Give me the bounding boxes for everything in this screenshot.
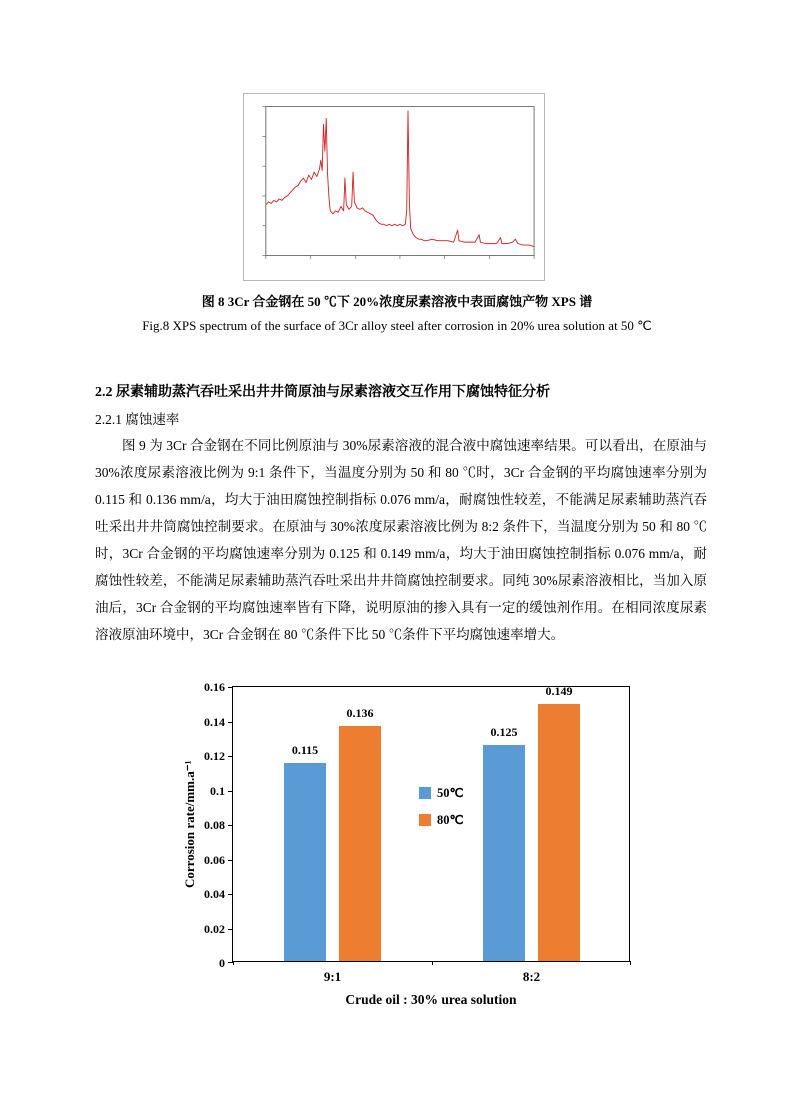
bar-data-label: 0.115 xyxy=(291,742,319,757)
bar-series1-cat1 xyxy=(538,704,580,961)
x-axis-category-label: 9:1 xyxy=(323,969,342,984)
bar-series0-cat0 xyxy=(284,763,326,961)
x-axis-title: Crude oil : 30% urea solution xyxy=(345,992,517,1007)
y-axis-tick xyxy=(228,860,233,861)
x-axis-tick xyxy=(630,961,631,965)
bar-chart-plot-area xyxy=(204,680,630,984)
bar-data-label: 0.125 xyxy=(490,725,518,740)
legend-item-0 xyxy=(419,785,464,801)
y-axis-tick-label: 0.16 xyxy=(204,680,225,694)
y-axis-tick-label: 0.1 xyxy=(210,783,225,798)
section-heading-2-2: 2.2 尿素辅助蒸汽吞吐采出井井筒原油与尿素溶液交互作用下腐蚀特征分析 xyxy=(95,385,550,400)
y-axis-tick xyxy=(228,722,233,723)
subsection-heading-2-2-1: 2.2.1 腐蚀速率 xyxy=(95,412,180,427)
bar-data-label: 0.149 xyxy=(545,684,573,698)
y-axis-tick xyxy=(228,929,233,930)
figure8-caption-en: Fig.8 XPS spectrum of the surface of 3Cr alloy steel after corrosion in 20% urea solution at 50 ℃ xyxy=(142,318,652,333)
y-axis-tick xyxy=(228,894,233,895)
y-axis-tick-label: 0 xyxy=(219,956,225,970)
figure9-bar-chart xyxy=(170,680,670,1012)
bar-series0-cat1 xyxy=(483,745,525,961)
y-axis-tick-label: 0.04 xyxy=(204,887,225,901)
x-axis-tick xyxy=(233,961,234,965)
figure8-xps-spectrum xyxy=(243,93,545,281)
y-axis-tick-label: 0.02 xyxy=(204,921,225,936)
y-axis-tick xyxy=(228,756,233,757)
y-axis-tick xyxy=(228,687,233,688)
chart-legend xyxy=(419,785,464,839)
y-axis-tick-label: 0.08 xyxy=(204,818,225,832)
xps-spectrum-trace xyxy=(266,111,534,247)
legend-item-1 xyxy=(419,812,464,828)
legend-label-0: 50℃ xyxy=(437,786,464,800)
y-axis-tick xyxy=(228,791,233,792)
y-axis-title: Corrosion rate/mm.a⁻¹ xyxy=(182,760,197,888)
y-axis-tick-label: 0.06 xyxy=(204,852,225,867)
xps-axis-frame xyxy=(266,107,534,256)
legend-swatch-0 xyxy=(419,787,431,799)
x-axis-category-label: 8:2 xyxy=(522,969,541,984)
xps-spectrum-chart xyxy=(244,94,544,280)
bar-series1-cat0 xyxy=(339,726,381,961)
legend-label-1: 80℃ xyxy=(437,813,464,827)
y-axis-tick-label: 0.14 xyxy=(204,714,225,729)
legend-swatch-1 xyxy=(419,814,431,826)
y-axis-tick xyxy=(228,825,233,826)
x-axis-tick xyxy=(432,961,433,965)
bar-data-label: 0.136 xyxy=(346,706,374,721)
body-paragraph: 图 9 为 3Cr 合金钢在不同比例原油与 30%尿素溶液的混合液中腐蚀速率结果。可以看出，在原油与 30%浓度尿素溶液比例为 9:1 条件下，当温度分别为 50 和 80 ℃时，3Cr 合金钢的平均腐蚀速率分别为 0.115 和 0.136 mm/a，均大于油田腐蚀控制指标 0.076 mm/a，耐腐蚀性较差，不能满足尿素辅助蒸汽吞吐采出井井筒腐蚀控制要求。在原油与 30%浓度尿素溶液比例为 8:2 条件下，当温度分别为 50 和 80 ℃时，3Cr 合金钢的平均腐蚀速率分别为 0.125 和 0.149 mm/a，均大于油田腐蚀控制指标 0.076 mm/a，耐腐蚀性较差，不能满足尿素辅助蒸汽吞吐采出井井筒腐蚀控制要求。同纯 30%尿素溶液相比，当加入原油后，3Cr 合金钢的平均腐蚀速率皆有下降，说明原油的掺入具有一定的缓蚀剂作用。在相同浓度尿素溶液原油环境中，3Cr 合金钢在 80 ℃条件下比 50 ℃条件下平均腐蚀速率增大。 xyxy=(95,438,707,642)
y-axis-tick-label: 0.12 xyxy=(204,749,225,763)
figure8-caption-zh: 图 8 3Cr 合金钢在 50 ℃下 20%浓度尿素溶液中表面腐蚀产物 XPS 谱 xyxy=(201,294,593,309)
